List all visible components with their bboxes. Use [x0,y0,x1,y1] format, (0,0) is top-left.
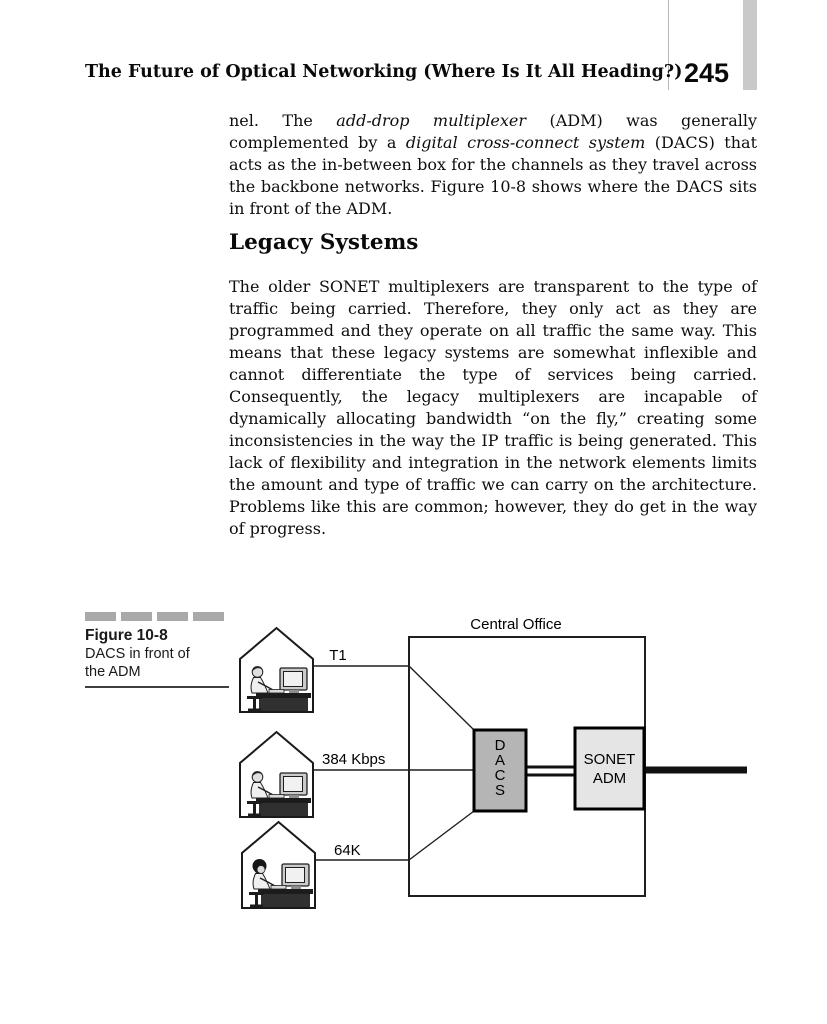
k64-label: 64K [334,842,361,859]
figure-caption-line1: DACS in front of [85,646,190,662]
figure-caption [85,612,229,688]
t1-label: T1 [329,647,347,664]
sonet-label: SONET [583,751,636,768]
dacs-box [474,730,526,811]
central-office-label: Central Office [470,616,562,633]
caption-dash [157,612,188,621]
house-2 [240,732,313,817]
p1-text-mid: (ADM) was generally complemented by a [229,111,757,152]
paragraph-continuation [229,110,757,220]
p1-text-post: (DACS) that acts as the in-between box for the channels as they travel across the backbone networks. Figure 10-8 shows where the DACS sits in front of the ADM. [229,133,757,218]
page-edge-bar [743,0,757,90]
figure-diagram [228,598,773,920]
figure-caption-title: Figure 10-8 [85,627,168,644]
figure-caption-rule [85,686,229,688]
running-header: The Future of Optical Networking (Where Is It All Heading?) [85,62,683,82]
house-1 [240,628,313,712]
sonet-adm-rect [575,728,644,809]
dacs-letter-s: S [494,782,506,799]
page-number: 245 [683,58,730,88]
caption-dash [121,612,152,621]
caption-dash-row [85,612,229,621]
section-paragraph: The older SONET multiplexers are transparent to the type of traffic being carried. Therefore, they only act as they are programmed and they operate on all traffic the same way. This means that these legacy systems are somewhat inflexible and cannot differentiate the type of services being carried. Consequently, the legacy multiplexers are incapable of dynamically allocating bandwidth “on the fly,” creating some inconsistencies in the way the IP traffic is being generated. This lack of flexibility and integration in the network elements limits the amount and type of traffic we can carry on the architecture. Problems like this are common; however, they do get in the way of progress. [229,277,757,538]
section-heading: Legacy Systems [229,230,419,255]
p1-italic-adm: add-drop multiplexer [336,111,527,130]
figure-caption-line2: the ADM [85,664,141,680]
p1-text-pre: nel. The [229,111,337,130]
dacs-letter-c: C [494,767,506,784]
caption-dash [193,612,224,621]
caption-dash [85,612,116,621]
dacs-letter-d: D [494,737,506,754]
p1-italic-dacs: digital cross-connect system [405,133,646,152]
adm-label: ADM [592,770,627,787]
face-icon [257,866,265,874]
sonet-adm-box [575,728,644,809]
dacs-letter-a: A [494,752,506,769]
kbps384-label: 384 Kbps [322,751,386,768]
house-3 [242,822,315,908]
